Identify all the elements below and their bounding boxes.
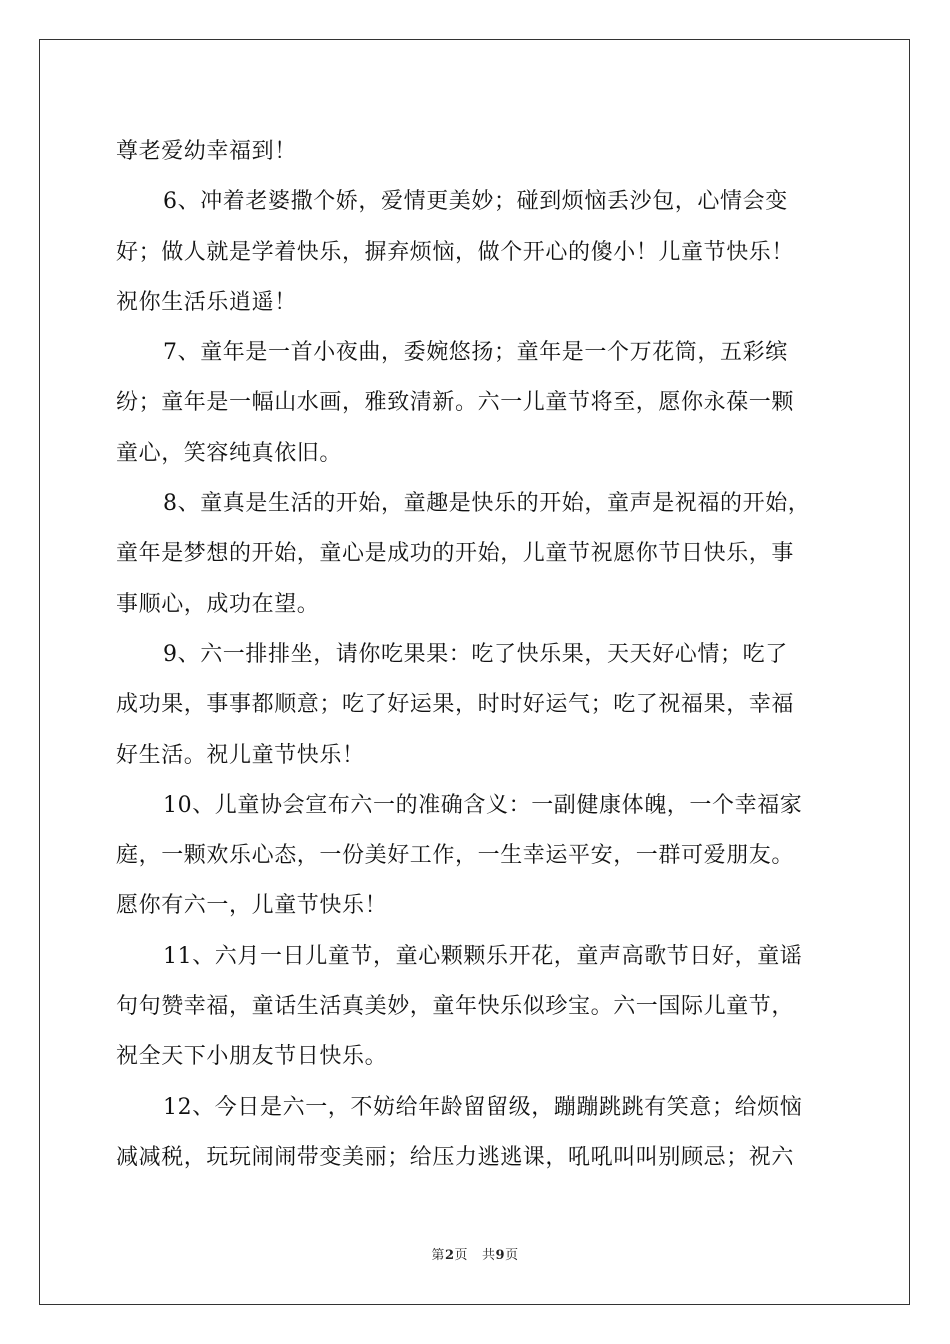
text-line: 好生活。祝儿童节快乐！ — [116, 742, 365, 768]
paragraph-9-start: 9、六一排排坐，请你吃果果：吃了快乐果，天天好心情；吃了 — [163, 641, 788, 667]
paragraph-12-start: 12、今日是六一，不妨给年龄留留级，蹦蹦跳跳有笑意；给烦恼 — [163, 1094, 803, 1120]
document-body — [116, 127, 856, 1183]
paragraph-8-start: 8、童真是生活的开始，童趣是快乐的开始，童声是祝福的开始， — [163, 491, 811, 517]
text-line: 成功果，事事都顺意；吃了好运果，时时好运气；吃了祝福果，幸福 — [116, 692, 795, 718]
paragraph-6-start: 6、冲着老婆撒个娇，爱情更美妙；碰到烦恼丢沙包，心情会变 — [163, 189, 788, 215]
text-line: 童年是梦想的开始，童心是成功的开始，儿童节祝愿你节日快乐，事 — [116, 541, 795, 567]
text-line: 尊老爱幼幸福到！ — [116, 139, 297, 164]
text-line: 纷；童年是一幅山水画，雅致清新。六一儿童节将至，愿你永葆一颗 — [116, 390, 795, 416]
page-suffix: 页 — [454, 1248, 468, 1263]
text-line: 事顺心，成功在望。 — [116, 591, 320, 617]
text-line: 祝你生活乐逍遥！ — [116, 289, 297, 315]
text-line: 祝全天下小朋友节日快乐。 — [116, 1044, 388, 1070]
paragraph-7-start: 7、童年是一首小夜曲，委婉悠扬；童年是一个万花筒，五彩缤 — [163, 340, 788, 366]
total-suffix: 页 — [505, 1248, 519, 1263]
text-line: 庭，一颗欢乐心态，一份美好工作，一生幸运平安，一群可爱朋友。 — [116, 843, 795, 869]
paragraph-11-start: 11、六月一日儿童节，童心颗颗乐开花，童声高歌节日好，童谣 — [163, 943, 803, 969]
page-footer — [0, 1244, 950, 1263]
text-line: 童心，笑容纯真依旧。 — [116, 440, 343, 466]
text-line: 减减税，玩玩闹闹带变美丽；给压力逃逃课，吼吼叫叫别顾忌；祝六 — [116, 1144, 795, 1170]
text-line: 愿你有六一，儿童节快乐！ — [116, 893, 388, 919]
paragraph-10-start: 10、儿童协会宣布六一的准确含义：一副健康体魄，一个幸福家 — [163, 792, 803, 818]
total-prefix: 共 — [482, 1248, 496, 1263]
page-prefix: 第 — [431, 1248, 445, 1263]
text-line: 好；做人就是学着快乐，摒弃烦恼，做个开心的傻小！儿童节快乐！ — [116, 239, 795, 265]
total-pages: 9 — [495, 1248, 506, 1263]
text-line: 句句赞幸福，童话生活真美妙，童年快乐似珍宝。六一国际儿童节， — [116, 994, 795, 1020]
page-number: 2 — [444, 1248, 455, 1263]
